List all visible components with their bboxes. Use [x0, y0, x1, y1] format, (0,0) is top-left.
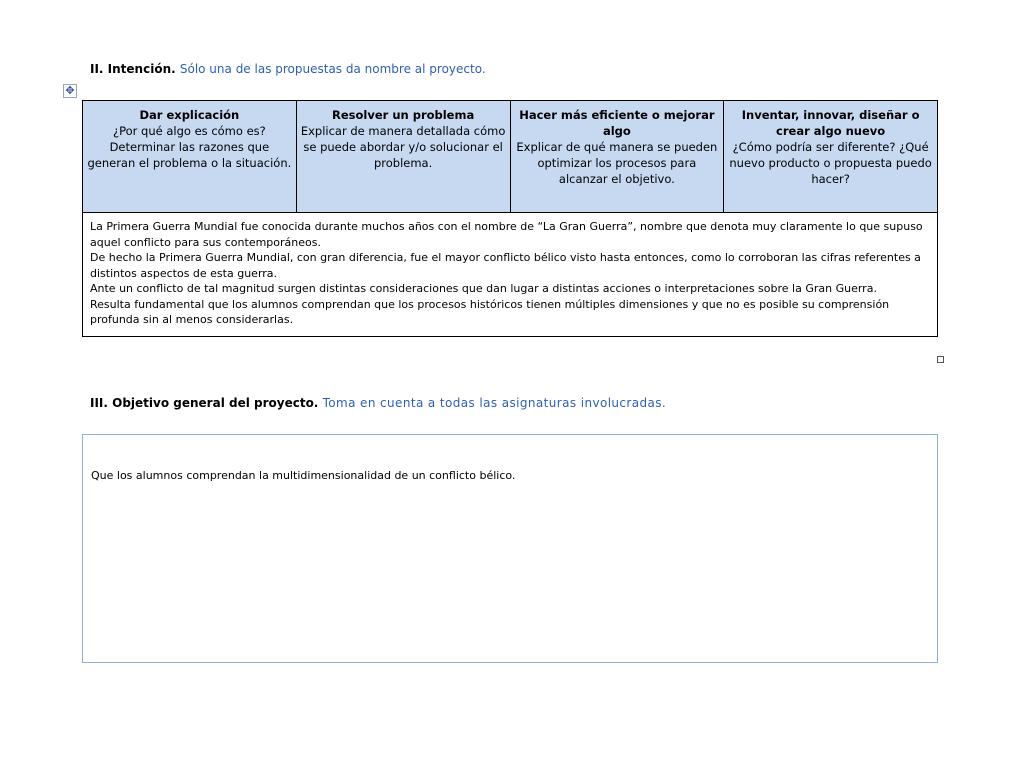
table-move-handle-icon[interactable]: ✥	[63, 84, 77, 98]
option-description: Explicar de manera detallada cómo se puede abordar y/o solucionar el problema.	[300, 124, 506, 170]
option-description: ¿Cómo podría ser diferente? ¿Qué nuevo producto o propuesta puedo hacer?	[729, 140, 932, 186]
option-title: Hacer más eficiente o mejorar algo	[519, 108, 715, 138]
objective-textbox[interactable]	[82, 434, 938, 663]
option-cell-mejorar[interactable]	[510, 101, 724, 213]
paragraph: De hecho la Primera Guerra Mundial, con gran diferencia, fue el mayor conflicto bélico visto hasta entonces, como lo corroboran las cifras referentes a distintos aspectos de esta guerra.	[90, 251, 921, 280]
options-row	[83, 101, 938, 213]
section-hint: Toma en cuenta a todas las asignaturas involucradas.	[322, 396, 667, 410]
option-description: Explicar de qué manera se pueden optimizar los procesos para alcanzar el objetivo.	[516, 140, 718, 186]
intencion-table	[82, 100, 938, 337]
option-cell-explicacion[interactable]	[83, 101, 297, 213]
paragraph: La Primera Guerra Mundial fue conocida durante muchos años con el nombre de “La Gran Guerra”, nombre que denota muy claramente lo que supuso aquel conflicto para sus contemporáneos.	[90, 220, 923, 249]
section-heading-objetivo	[90, 396, 666, 410]
option-cell-resolver[interactable]	[296, 101, 510, 213]
paragraph: Resulta fundamental que los alumnos comprendan que los procesos históricos tienen múltiples dimensiones y que no es posible su comprensión profunda sin al menos considerarlas.	[90, 297, 890, 326]
option-title: Inventar, innovar, diseñar o crear algo nuevo	[741, 108, 920, 138]
section-label: III. Objetivo general del proyecto.	[90, 396, 319, 410]
option-description: ¿Por qué algo es cómo es? Determinar las razones que generan el problema o la situación.	[87, 124, 292, 170]
section-hint: Sólo una de las propuestas da nombre al proyecto.	[179, 62, 486, 76]
table-resize-handle[interactable]	[937, 356, 944, 363]
paragraph: Ante un conflicto de tal magnitud surgen distintas consideraciones que dan lugar a distintas acciones o interpretaciones sobre la Gran Guerra.	[90, 282, 877, 295]
option-title: Resolver un problema	[332, 108, 475, 122]
option-title: Dar explicación	[139, 108, 240, 122]
option-cell-inventar[interactable]	[724, 101, 938, 213]
intencion-content-cell[interactable]	[83, 213, 938, 337]
section-heading-intencion	[90, 62, 486, 76]
content-row	[83, 213, 938, 337]
objective-text: Que los alumnos comprendan la multidimensionalidad de un conflicto bélico.	[91, 469, 516, 482]
section-label: II. Intención.	[90, 62, 176, 76]
